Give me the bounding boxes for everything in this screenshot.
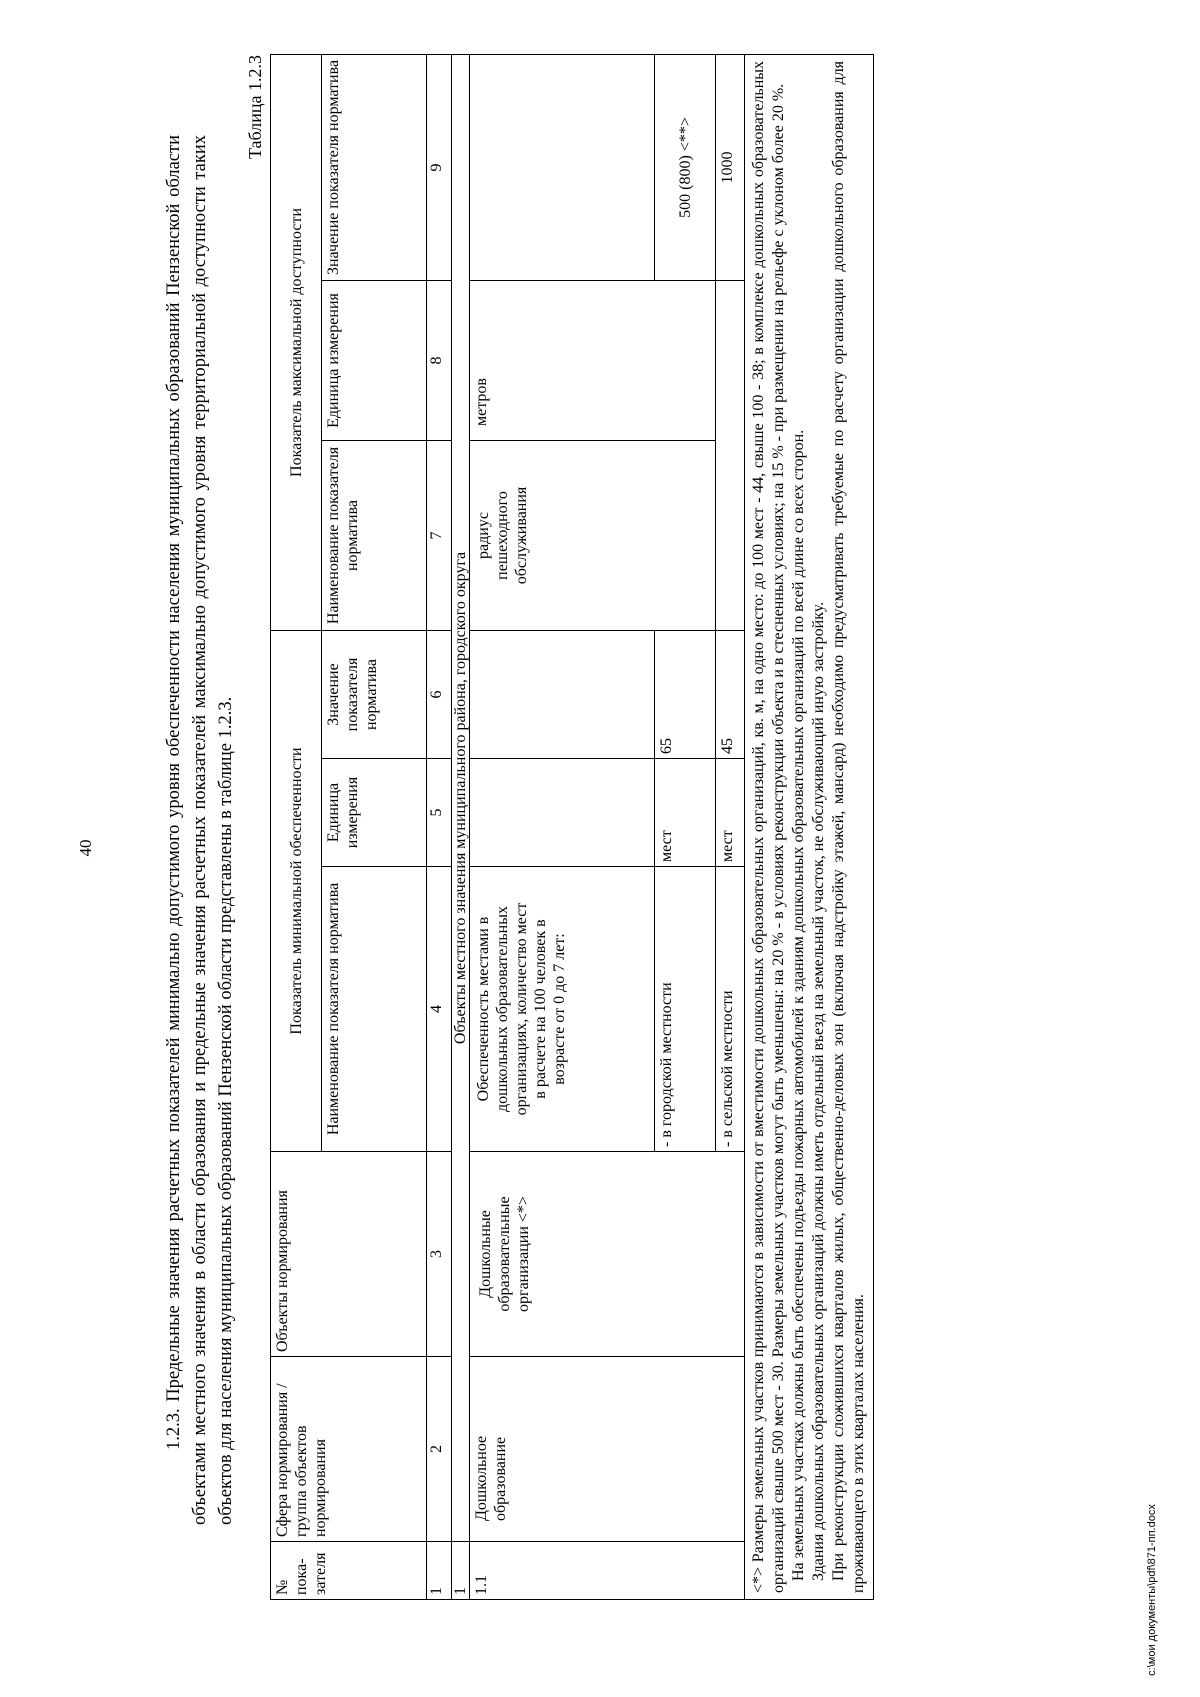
- empty-cell: [716, 280, 745, 630]
- header-col-objects: Объекты нормирования: [271, 1152, 427, 1357]
- row-sphere: Дошкольное образование: [470, 1357, 745, 1542]
- row-max-unit: метров: [470, 280, 716, 440]
- row-object: Дошкольные образовательные организации <*>: [470, 1152, 745, 1357]
- header-max-name: Наименование показателя норматива: [322, 440, 427, 630]
- note-paragraph: Здания дошкольных образовательных организаций должны иметь отдельный въезд на земельный участок, не обслуживающий иную застройку.: [810, 601, 827, 1581]
- row-max-value: [470, 54, 655, 280]
- page-number: 40: [76, 839, 95, 857]
- row-min-value: [470, 630, 655, 758]
- table-notes: [745, 54, 874, 1599]
- header-min-group: Показатель минимальной обеспеченности: [271, 630, 322, 1151]
- header-min-value: Значение показателя норматива: [322, 630, 427, 758]
- rural-label: - в сельской местности: [716, 867, 745, 1152]
- notes-row: [745, 54, 874, 1599]
- header-max-unit: Единица измерения: [322, 280, 427, 440]
- rural-radius: 1000: [716, 54, 745, 280]
- header-min-name: Наименование показателя норматива: [322, 867, 427, 1152]
- norms-table: [270, 54, 874, 1600]
- intro-paragraph: 1.2.3. Предельные значения расчетных показателей минимально допустимого уровня обеспеченности населения муниципальных образований Пензенской области объектами местного значения в области образования и предельные значения расчетных показателей максимально допустимого уровня территориальной доступности таких объектов для населения муниципальных образований Пензенской области представлены в таблице 1.2.3.: [164, 135, 236, 1525]
- index-cell: 3: [427, 1152, 452, 1357]
- row-min-unit: [470, 759, 655, 867]
- index-cell: 6: [427, 630, 452, 758]
- index-row: [427, 54, 452, 1599]
- rural-unit: мест: [716, 759, 745, 867]
- header-max-value: Значение показателя норматива: [322, 54, 427, 280]
- row-number: 1.1: [470, 1542, 745, 1600]
- index-cell: 9: [427, 54, 452, 280]
- table-caption: Таблица 1.2.3: [245, 55, 265, 159]
- note-paragraph: На земельных участках должны быть обеспечены подъезды пожарных автомобилей к зданиям дошкольных образовательных организаций по всей длине со всех сторон.: [790, 429, 807, 1581]
- header-min-unit: Единица измерения: [322, 759, 427, 867]
- header-col-sphere: Сфера нормирования / группа объектов нормирования: [271, 1357, 427, 1542]
- note-paragraph: При реконструкции сложившихся кварталов жилых, общественно-деловых зон (включая надстройку этажей, мансард) необходимо предусматривать требуемые по расчету организации дошкольного образования для проживающего в этих кварталах населения.: [830, 60, 867, 1593]
- index-cell: 8: [427, 280, 452, 440]
- rotated-document-content: [161, 55, 1031, 1600]
- rural-value: 45: [716, 630, 745, 758]
- urban-value: 65: [655, 630, 716, 758]
- urban-radius: 500 (800) <**>: [655, 54, 716, 280]
- header-row-1: [271, 54, 322, 1599]
- urban-label: - в городской местности: [655, 867, 716, 1152]
- index-cell: 1: [427, 1542, 452, 1600]
- table-row: [470, 54, 655, 1599]
- section-number: 1: [452, 1542, 470, 1600]
- header-max-group: Показатель максимальной доступности: [271, 54, 322, 630]
- row-min-indicator-name: Обеспеченность местами в дошкольных образовательных организациях, количество мест в расчете на 100 человек в возрасте от 0 до 7 лет:: [470, 867, 655, 1152]
- index-cell: 2: [427, 1357, 452, 1542]
- note-paragraph: <*> Размеры земельных участков принимаются в зависимости от вместимости дошкольных образовательных организаций, кв. м, на одно место: до 100 мест - 44, свыше 100 - 38; в комплексе дошкольных образовательных организаций свыше 500 мест - 30. Размеры земельных участков могут быть уменьшены: на 20 % - в условиях реконструкции объекта и в стесненных условиях; на 15 % - при размещении на рельефе с уклоном более 20 %.: [750, 60, 787, 1593]
- section-row: [452, 54, 470, 1599]
- row-max-indicator-name: радиус пешеходного обслуживания: [470, 440, 716, 630]
- urban-unit: мест: [655, 759, 716, 867]
- footer-file-path: c:\мои документы\pdf\871-пп.docx: [1146, 1504, 1158, 1676]
- index-cell: 4: [427, 867, 452, 1152]
- index-cell: 5: [427, 759, 452, 867]
- index-cell: 7: [427, 440, 452, 630]
- header-col-number: № пока-зателя: [271, 1542, 427, 1600]
- section-title: Объекты местного значения муниципального района, городского округа: [452, 54, 470, 1541]
